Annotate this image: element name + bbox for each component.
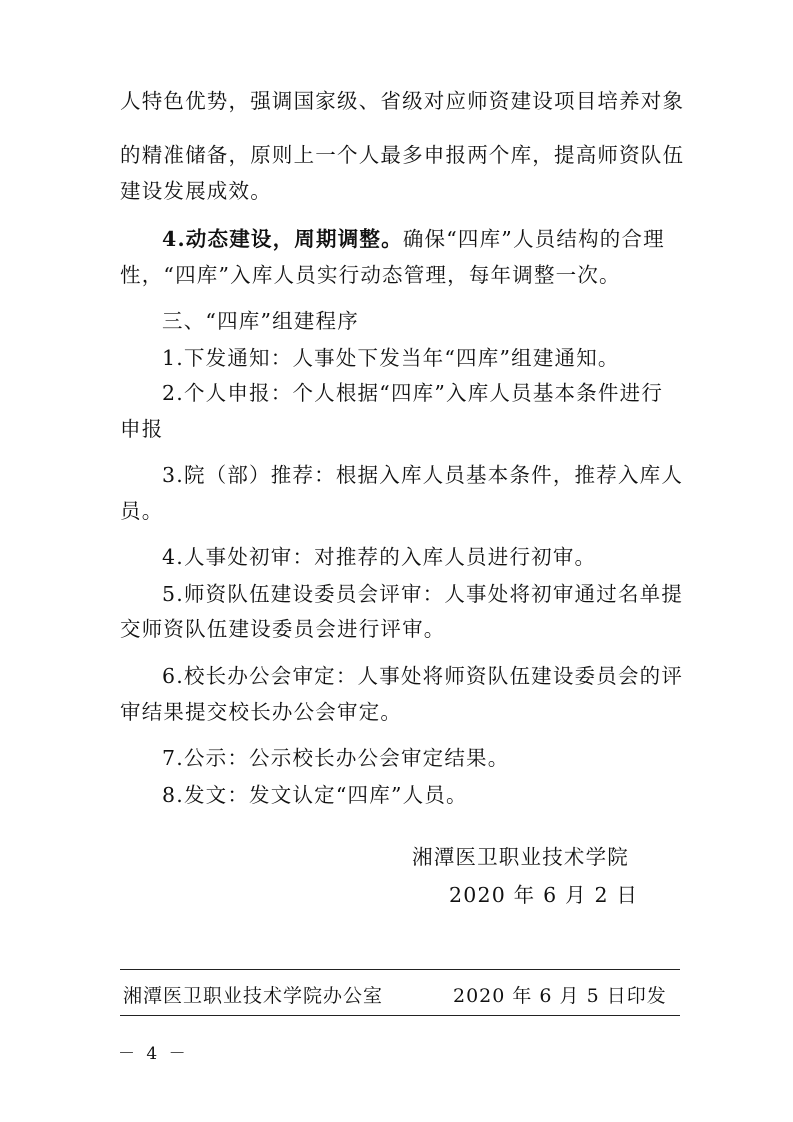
step-item-cont: 审结果提交校长办公会审定。: [120, 700, 403, 724]
step-item: 7.公示：公示校长办公会审定结果。: [162, 746, 510, 770]
step-item: 8.发文：发文认定“四库”人员。: [162, 783, 468, 807]
page-number: － 4 －: [118, 1044, 189, 1064]
step-item: 1.下发通知：人事处下发当年“四库”组建通知。: [162, 346, 620, 370]
paragraph-line: [162, 224, 680, 254]
paragraph-line: 建设发展成效。: [120, 179, 272, 203]
footer-bottom-rule: [120, 1015, 680, 1016]
step-item: 6.校长办公会审定：人事处将师资队伍建设委员会的评: [162, 664, 684, 688]
step-item-cont: 员。: [120, 499, 164, 523]
paragraph-line: 的精准储备，原则上一个人最多申报两个库，提高师资队伍: [120, 143, 685, 167]
paragraph-line: 人特色优势，强调国家级、省级对应师资建设项目培养对象: [120, 89, 685, 113]
step-item: 2.个人申报：个人根据“四库”入库人员基本条件进行: [162, 381, 664, 405]
step-item-cont: 申报: [120, 417, 164, 441]
step-item: 5.师资队伍建设委员会评审：人事处将初审通过名单提: [162, 582, 684, 606]
signature-date: 2020 年 6 月 2 日: [449, 883, 639, 907]
footer-issuer: 湘潭医卫职业技术学院办公室: [123, 985, 384, 1007]
footer-issue-date: 2020 年 6 月 5 日印发: [453, 985, 667, 1007]
signature-org: 湘潭医卫职业技术学院: [412, 845, 629, 869]
section-heading: 三、“四库”组建程序: [162, 309, 359, 333]
step-item: 3.院（部）推荐：根据入库人员基本条件，推荐入库人: [162, 463, 684, 487]
paragraph-line: 性，“四库”入库人员实行动态管理，每年调整一次。: [120, 263, 621, 287]
step-item: 4.人事处初审：对推荐的入库人员进行初审。: [162, 545, 597, 569]
bold-lead: 4.动态建设，周期调整。: [162, 227, 403, 251]
footer-top-rule: [120, 969, 680, 970]
step-item-cont: 交师资队伍建设委员会进行评审。: [120, 617, 446, 641]
paragraph-text: 确保“四库”人员结构的合理: [402, 227, 665, 251]
